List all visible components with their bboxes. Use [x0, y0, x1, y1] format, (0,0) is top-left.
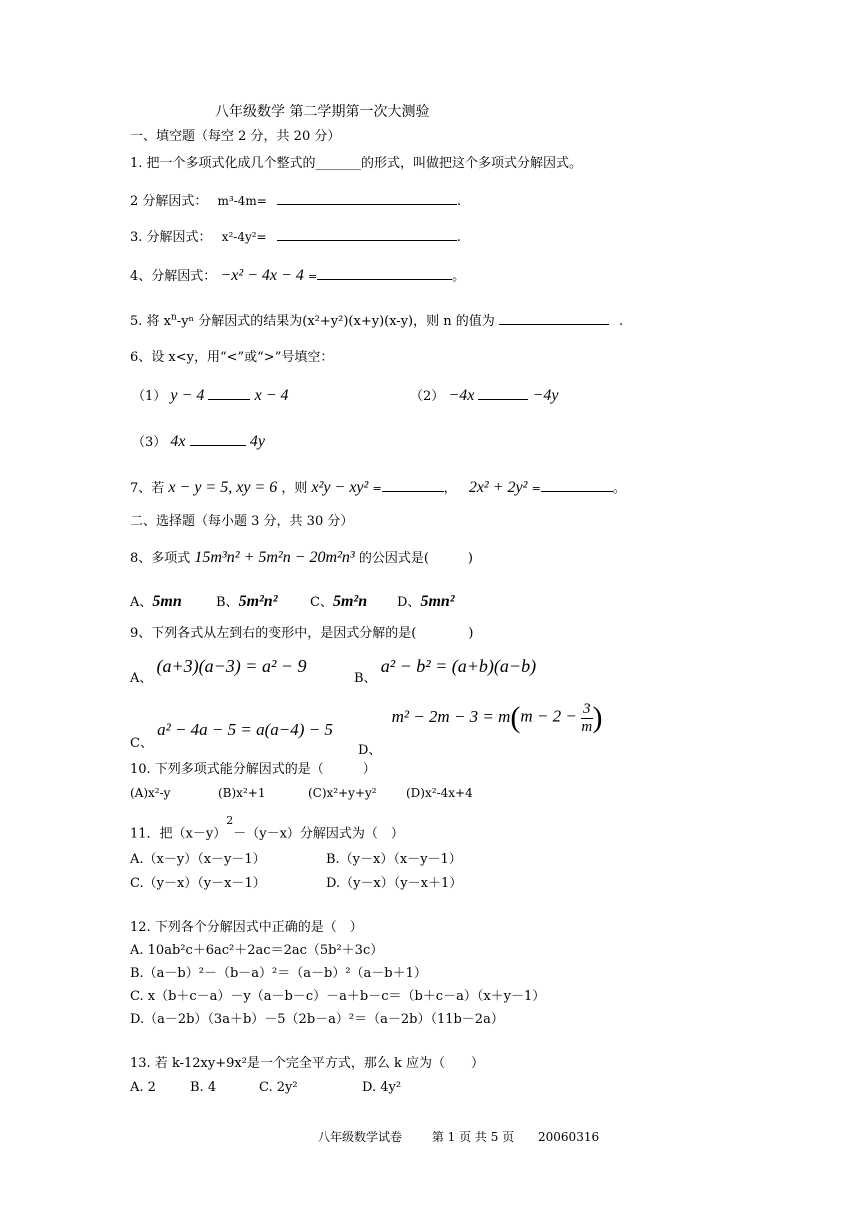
- question-5: 5. 将 $x^n-y^n$ 分解因式的结果为(x²+y²)(x+y)(x-y)，则 n 的值为 .: [130, 312, 624, 329]
- question-8-option-d[interactable]: D、5mn²: [397, 593, 455, 610]
- answer-blank[interactable]: _______: [315, 156, 362, 171]
- footer-doc-name: 八年级数学试卷: [318, 1130, 403, 1144]
- answer-blank[interactable]: [277, 228, 457, 241]
- question-12-option-b[interactable]: B.（a－b）²－（b－a）²＝（a－b）²（a－b＋1）: [130, 966, 427, 981]
- question-13: 13. 若 k-12xy+9x²是一个完全平方式，那么 k 应为（ ）: [130, 1056, 485, 1071]
- answer-blank[interactable]: [208, 387, 250, 400]
- answer-blank[interactable]: [317, 267, 452, 280]
- question-8-option-a[interactable]: A、5mn: [130, 593, 182, 610]
- page-title: 八年级数学 第二学期第一次大测验: [215, 104, 430, 120]
- section-choice: 二、选择题（每小题 3 分，共 30 分）: [130, 514, 354, 529]
- question-9-option-a[interactable]: A、 (a+3)(a−3) = a² − 9: [130, 656, 307, 686]
- math-expression: −x² − 4x − 4: [220, 267, 304, 284]
- question-11-option-c[interactable]: C.（y－x）（y－x－1）: [130, 876, 266, 891]
- question-10-option-c[interactable]: (C)x²+y+y²: [308, 786, 377, 800]
- question-9-option-c[interactable]: C、 a² − 4a − 5 = a(a−4) − 5: [130, 720, 333, 751]
- question-2: 2 分解因式： m³-4m= .: [130, 194, 462, 209]
- page-footer: [318, 1130, 599, 1144]
- question-1: 1. 把一个多项式化成几个整式的_______的形式，叫做把这个多项式分解因式。: [130, 156, 583, 171]
- answer-blank[interactable]: [478, 387, 528, 400]
- question-6: 6、设 x<y，用“<”或“>”号填空：: [130, 350, 334, 365]
- question-6-part-2: （2） −4x −4y: [410, 387, 559, 404]
- question-12-option-a[interactable]: A. 10ab²c＋6ac²＋2ac＝2ac（5b²＋3c）: [130, 943, 384, 958]
- question-4: 4、分解因式： −x² − 4x − 4 = 。: [130, 267, 466, 284]
- footer-page-number: 第 1 页 共 5 页: [431, 1130, 515, 1144]
- question-3: 3. 分解因式： x²-4y²= .: [130, 230, 461, 245]
- fraction: $\frac{3}{m}$: [581, 701, 593, 735]
- question-8-option-b[interactable]: B、5m²n²: [216, 593, 278, 610]
- question-13-option-d[interactable]: D. 4y²: [362, 1080, 402, 1095]
- footer-code: 20060316: [538, 1130, 600, 1144]
- question-12-option-d[interactable]: D.（a－2b）（3a＋b）－5（2b－a）²＝（a－2b）（11b－2a）: [130, 1012, 504, 1027]
- question-8: 8、多项式 15m³n² + 5m²n − 20m²n³ 的公因式是( ): [130, 549, 473, 566]
- question-13-option-b[interactable]: B. 4: [190, 1080, 217, 1095]
- question-7: 7、若 x − y = 5, xy = 6 ，则 x²y − xy² = ， 2x² + 2y² = 。: [130, 479, 626, 496]
- question-11-option-a[interactable]: A.（x－y）（x－y－1）: [130, 852, 266, 867]
- question-9: 9、下列各式从左到右的变形中，是因式分解的是( ): [130, 626, 474, 641]
- question-6-part-3: （3） 4x 4y: [132, 433, 265, 450]
- question-10-option-d[interactable]: (D)x²-4x+4: [406, 786, 473, 800]
- section-fill-in: 一、填空题（每空 2 分，共 20 分）: [130, 129, 341, 144]
- question-10-option-b[interactable]: (B)x²+1: [218, 786, 266, 800]
- answer-blank[interactable]: [190, 433, 246, 446]
- question-12-option-c[interactable]: C. x（b＋c－a）－y（a－b－c）－a＋b－c＝（b＋c－a）（x＋y－1）: [130, 989, 546, 1004]
- question-10-option-a[interactable]: (A)x²-y: [130, 786, 171, 800]
- question-13-option-a[interactable]: A. 2: [130, 1080, 156, 1095]
- answer-blank[interactable]: [499, 312, 609, 325]
- answer-blank[interactable]: [382, 479, 444, 492]
- question-10: 10. 下列多项式能分解因式的是（ ）: [130, 762, 376, 777]
- question-6-part-1: （1） y − 4 x − 4: [132, 387, 289, 404]
- question-11-option-d[interactable]: D.（y－x）（y－x＋1）: [326, 876, 463, 891]
- question-9-option-d[interactable]: D、 m² − 2m − 3 = m(m − 2 − $\frac{3}{m}$ ): [358, 701, 603, 758]
- question-8-option-c[interactable]: C、5m²n: [310, 593, 368, 610]
- question-11-option-b[interactable]: B.（y－x）（x－y－1）: [326, 852, 462, 867]
- question-12: 12. 下列各个分解因式中正确的是（ ）: [130, 920, 363, 935]
- question-11: 11．把$(x-y)^2-(y-x)$分解因式为（ ）: [130, 814, 404, 842]
- answer-blank[interactable]: [277, 192, 457, 205]
- answer-blank[interactable]: [541, 479, 613, 492]
- question-9-option-b[interactable]: B、 a² − b² = (a+b)(a−b): [354, 656, 537, 686]
- question-13-option-c[interactable]: C. 2y²: [259, 1080, 298, 1095]
